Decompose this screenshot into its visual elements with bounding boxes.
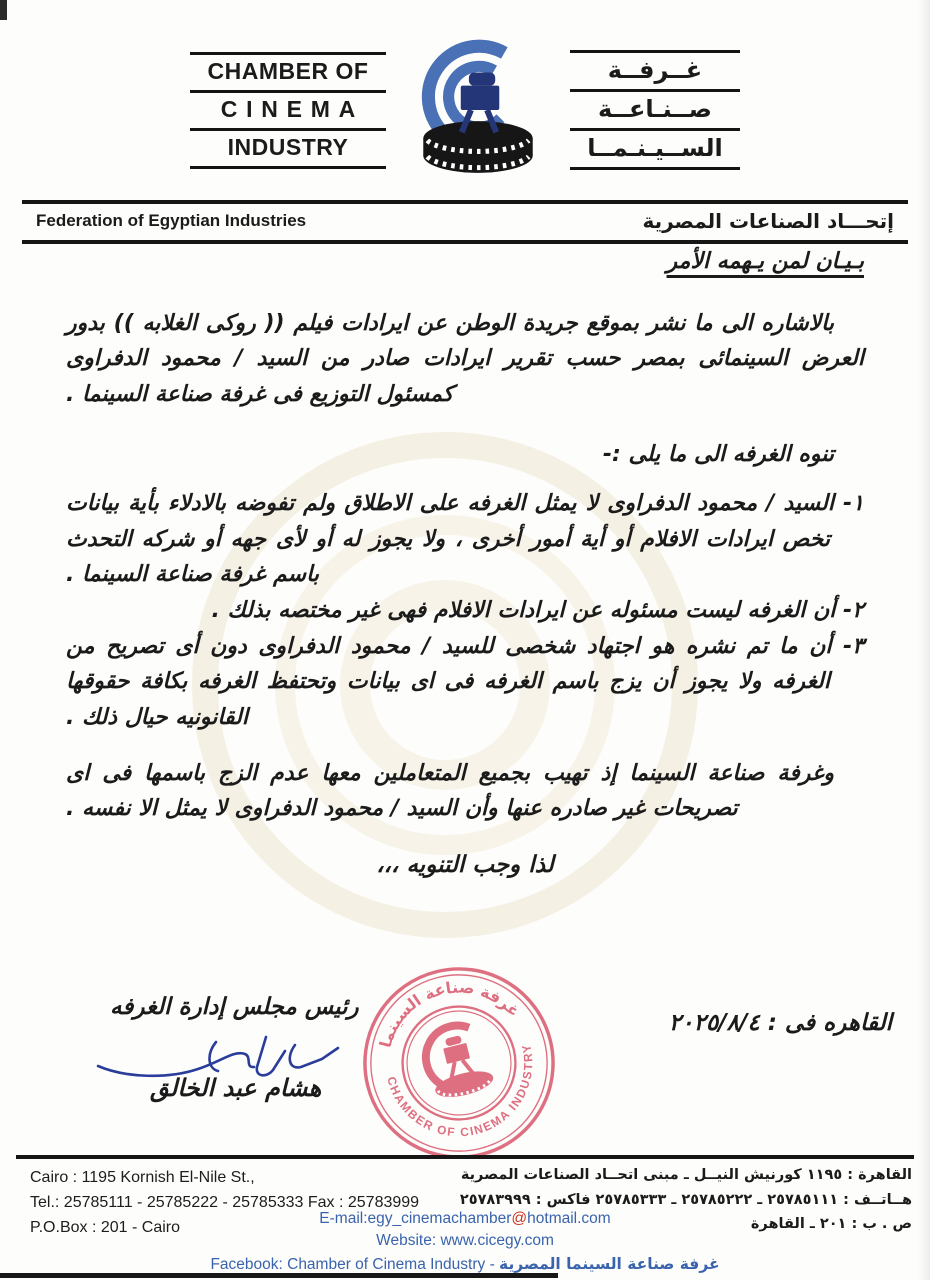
english-title-line: CHAMBER OF — [190, 52, 386, 90]
english-title-line: INDUSTRY — [190, 128, 386, 166]
note-line: لذا وجب التنويه ،،، — [376, 851, 554, 878]
footer-phone-line: Tel.: 25785111 - 25785222 - 25785333 Fax : 25783999 — [30, 1193, 420, 1211]
statement-points — [66, 486, 864, 735]
footer-website: Website: www.cicegy.com — [376, 1232, 554, 1250]
footer-pobox-line: P.O.Box : 201 - Cairo — [30, 1218, 180, 1236]
point-text: أن ما تم نشره هو اجتهاد شخصى للسيد / محمود الدفراوى دون أى تصريح من الغرفه ولا يجوز أن يزج باسم الغرفه فى اى بيانات وتحتفظ الغرفه بكافة حقوقها القانونيه حيال ذلك . — [66, 633, 832, 730]
footer-facebook — [136, 1253, 794, 1276]
stamp-arabic-text: غرفة صناعة السينما — [375, 977, 524, 1050]
arabic-title-line: صــنـاعــة — [570, 89, 740, 128]
facebook-arabic-name: غرفة صناعة السينما المصرية — [499, 1254, 720, 1273]
list-item — [66, 486, 864, 593]
scan-edge-shadow — [918, 0, 930, 1280]
footer-phone-line-ar: هــاتــف : ٢٥٧٨٥١١١ ـ ٢٥٧٨٥٢٢٢ ـ ٢٥٧٨٥٣٣٣ فاكس : ٢٥٧٨٣٩٩٩ — [459, 1191, 912, 1208]
signatory-title: رئيس مجلس إدارة الغرفه — [110, 994, 359, 1020]
federation-band — [22, 200, 908, 244]
list-item — [66, 629, 864, 736]
arabic-title-line: الســيـنـمــا — [570, 128, 740, 167]
letterhead — [0, 0, 930, 186]
closing-paragraph: وغرفة صناعة السينما إذ تهيب بجميع المتعاملين معها عدم الزج باسمها فى اى تصريحات غير صادره عنها وأن السيد / محمود الدفراوى لا يمثل الا نفسه . — [66, 760, 834, 822]
intro-paragraph: بالاشاره الى ما نشر بموقع جريدة الوطن عن ايرادات فيلم (( روكى الغلابه )) بدور العرض السينمائى بمصر حسب تقرير ايرادات صادر من السيد / محمود الدفراوى كمسئول التوزيع فى غرفة صناعة السينما . — [66, 310, 864, 407]
cinema-logo-icon — [402, 34, 554, 186]
english-title-line: CINEMA — [190, 90, 386, 128]
arabic-title-line: غــرفــة — [570, 50, 740, 89]
letter-title: بـيـان لمن يـهمه الأمر — [666, 249, 864, 274]
point-text: السيد / محمود الدفراوى لا يمثل الغرفه على الاطلاق ولم تفوضه بالادلاء بأية بيانات تخص ايرادات الافلام أو أية أمور أخرى ، ولا يجوز له أو لأى جهه أو شركه التحدث باسم غرفة صناعة السينما . — [66, 491, 834, 588]
email-at-sign: @ — [511, 1210, 528, 1227]
point-number: ٣- — [843, 633, 864, 659]
facebook-text: Facebook: Chamber of Cinema Industry - — [210, 1255, 500, 1273]
english-title-block — [190, 52, 386, 169]
footer-address-line: Cairo : 1195 Kornish El-Nile St., — [30, 1169, 255, 1186]
date-line: القاهره فى : ٢٠٢٥/٨/٤ — [668, 1010, 892, 1036]
list-item — [66, 593, 864, 629]
footer-contact-links — [136, 1208, 794, 1276]
footer — [16, 1155, 914, 1280]
federation-name-ar: إتحـــاد الصناعات المصرية — [642, 209, 894, 233]
footer-pobox-line-ar: ص . ب : ٢٠١ ـ القاهرة — [750, 1216, 912, 1233]
federation-name-en: Federation of Egyptian Industries — [36, 211, 307, 230]
signature-block — [66, 977, 892, 1160]
signatory-name: هشام عبد الخالق — [150, 1074, 322, 1102]
chamber-stamp-icon — [360, 964, 558, 1162]
footer-email — [136, 1208, 794, 1230]
lead-in-line: تنوه الغرفه الى ما يلى :- — [602, 441, 834, 467]
email-text: E-mail:egy_cinemachamber — [319, 1210, 512, 1227]
point-number: ٢- — [843, 598, 864, 623]
footer-address-line-ar: القاهرة : ١١٩٥ كورنيش النيــل ـ مبنى اتحــاد الصناعات المصرية — [460, 1167, 912, 1183]
point-number: ١- — [843, 491, 864, 517]
arabic-title-block — [570, 50, 740, 170]
stamp-english-text: CHAMBER OF CINEMA INDUSTRY — [384, 1041, 536, 1140]
point-text: أن الغرفه ليست مسئوله عن ايرادات الافلام فهى غير مختصه بذلك . — [211, 598, 836, 623]
email-domain: hotmail.com — [527, 1210, 611, 1227]
letter-body — [66, 244, 864, 884]
